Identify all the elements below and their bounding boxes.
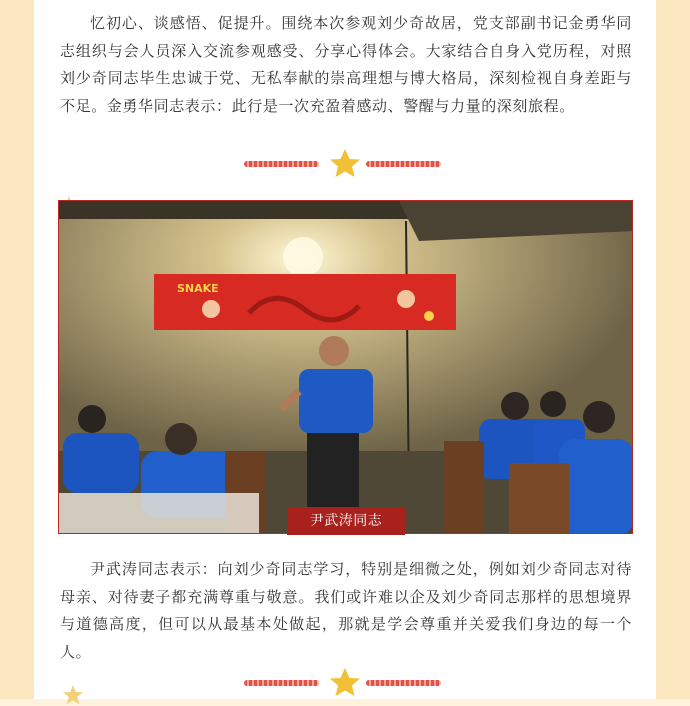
- section-divider: [0, 667, 690, 697]
- banner-text: SNAKE: [177, 282, 219, 295]
- divider-bar-right: [366, 680, 441, 686]
- divider-bar-right: [366, 161, 441, 167]
- article-paragraph-2: 尹武涛同志表示：向刘少奇同志学习，特别是细微之处，例如刘少奇同志对待母亲、对待妻子都充满尊重与敬意。我们或许难以企及刘少奇同志那样的思想境界与道德高度，但可以从最基本处做起，那就是学会尊重并关爱我们身边的每一个人。: [60, 560, 632, 661]
- divider-bar-left: [244, 161, 319, 167]
- left-decor-strip: [0, 0, 34, 699]
- divider-bar-left: [244, 680, 319, 686]
- star-icon: [326, 667, 364, 697]
- snake-year-banner: [154, 274, 456, 330]
- star-icon: [326, 148, 364, 178]
- photo-caption: 尹武涛同志: [287, 507, 405, 535]
- article-paragraph-1: 忆初心、谈感悟、促提升。围绕本次参观刘少奇故居，党支部副书记金勇华同志组织与会人员深入交流参观感受、分享心得体会。大家结合自身入党历程，对照刘少奇同志毕生忠诚于党、无私奉献的崇高理想与博大格局，深刻检视自身差距与不足。金勇华同志表示：此行是一次充盈着感动、警醒与力量的深刻旅程。: [60, 14, 632, 115]
- section-divider: [0, 148, 690, 178]
- group-discussion-photo: [58, 200, 633, 534]
- right-decor-strip: [656, 0, 690, 699]
- star-icon: [62, 684, 84, 706]
